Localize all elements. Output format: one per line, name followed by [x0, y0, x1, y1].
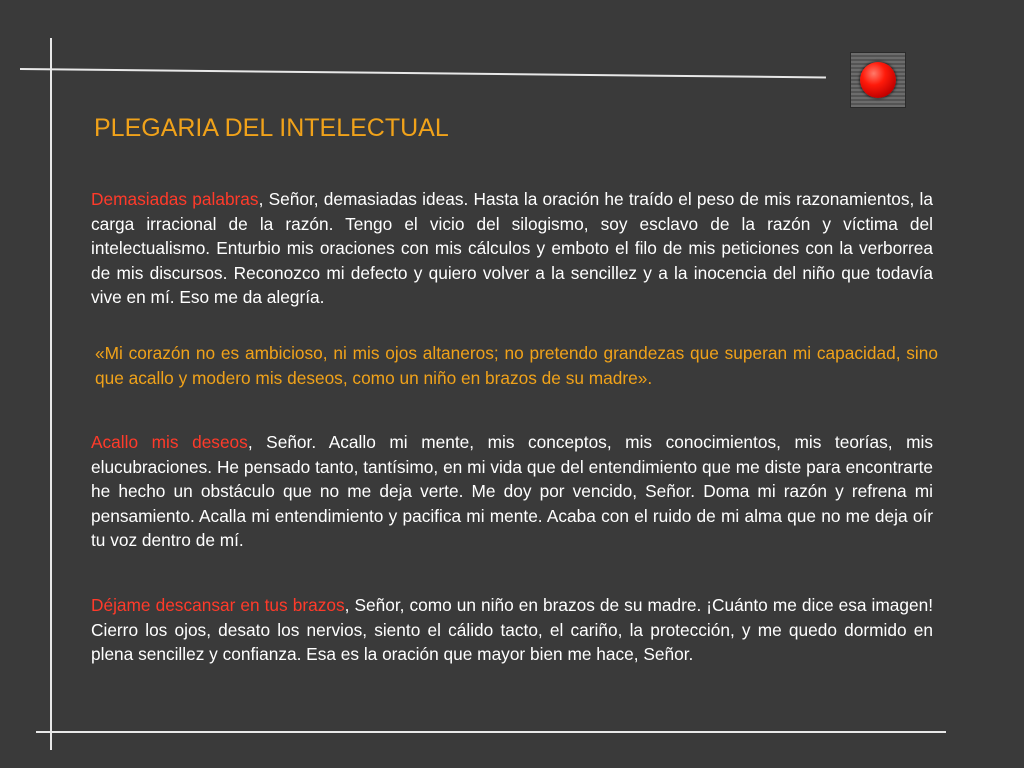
top-divider-line	[20, 68, 826, 78]
paragraph-1	[91, 187, 933, 310]
paragraph-3-lead: Acallo mis deseos	[91, 432, 248, 452]
psalm-quote: «Mi corazón no es ambicioso, ni mis ojos altaneros; no pretendo grandezas que superan mi capacidad, sino que acallo y modero mis deseos, como un niño en brazos de su madre».	[95, 343, 938, 388]
paragraph-4-text: , Señor, como un niño en brazos de su madre. ¡Cuánto me dice esa imagen! Cierro los ojos, desato los nervios, siento el cálido tacto, el cariño, la protección, y me quedo dormido en plena sencillez y confianza. Esa es la oración que mayor bien me hace, Señor.	[91, 595, 934, 664]
page-title: PLEGARIA DEL INTELECTUAL	[94, 114, 449, 142]
paragraph-3-text: , Señor. Acallo mi mente, mis conceptos, mis conocimientos, mis teorías, mis elucubraciones. He pensado tanto, tantísimo, en mi vida que del entendimiento que me diste para encontrarte he hecho un obstáculo que no me deja verte. Me doy por vencido, Señor. Doma mi razón y refrena mi pensamiento. Acalla mi entendimiento y pacifica mi mente. Acaba con el ruido de mi alma que no me deja oír tu voz dentro de mí.	[91, 432, 933, 550]
paragraph-1-text: , Señor, demasiadas ideas. Hasta la oración he traído el peso de mis razonamientos, la carga irracional de la razón. Tengo el vicio del silogismo, soy esclavo de la razón y víctima del intelectualismo. Enturbio mis oraciones con mis cálculos y emboto el filo de mis peticiones con la verborrea de mis discursos. Reconozco mi defecto y quiero volver a la sencillez y a la inocencia del niño que todavía vive en mí. Eso me da alegría.	[91, 189, 933, 307]
paragraph-4	[91, 593, 933, 667]
paragraph-3	[91, 430, 933, 553]
paragraph-4-lead: Déjame descansar en tus brazos	[91, 595, 345, 615]
red-dot	[860, 62, 896, 98]
red-circle-button-icon[interactable]	[850, 52, 906, 108]
paragraph-1-lead: Demasiadas palabras	[91, 189, 259, 209]
left-vertical-line	[50, 38, 52, 750]
bottom-divider-line	[36, 731, 946, 733]
